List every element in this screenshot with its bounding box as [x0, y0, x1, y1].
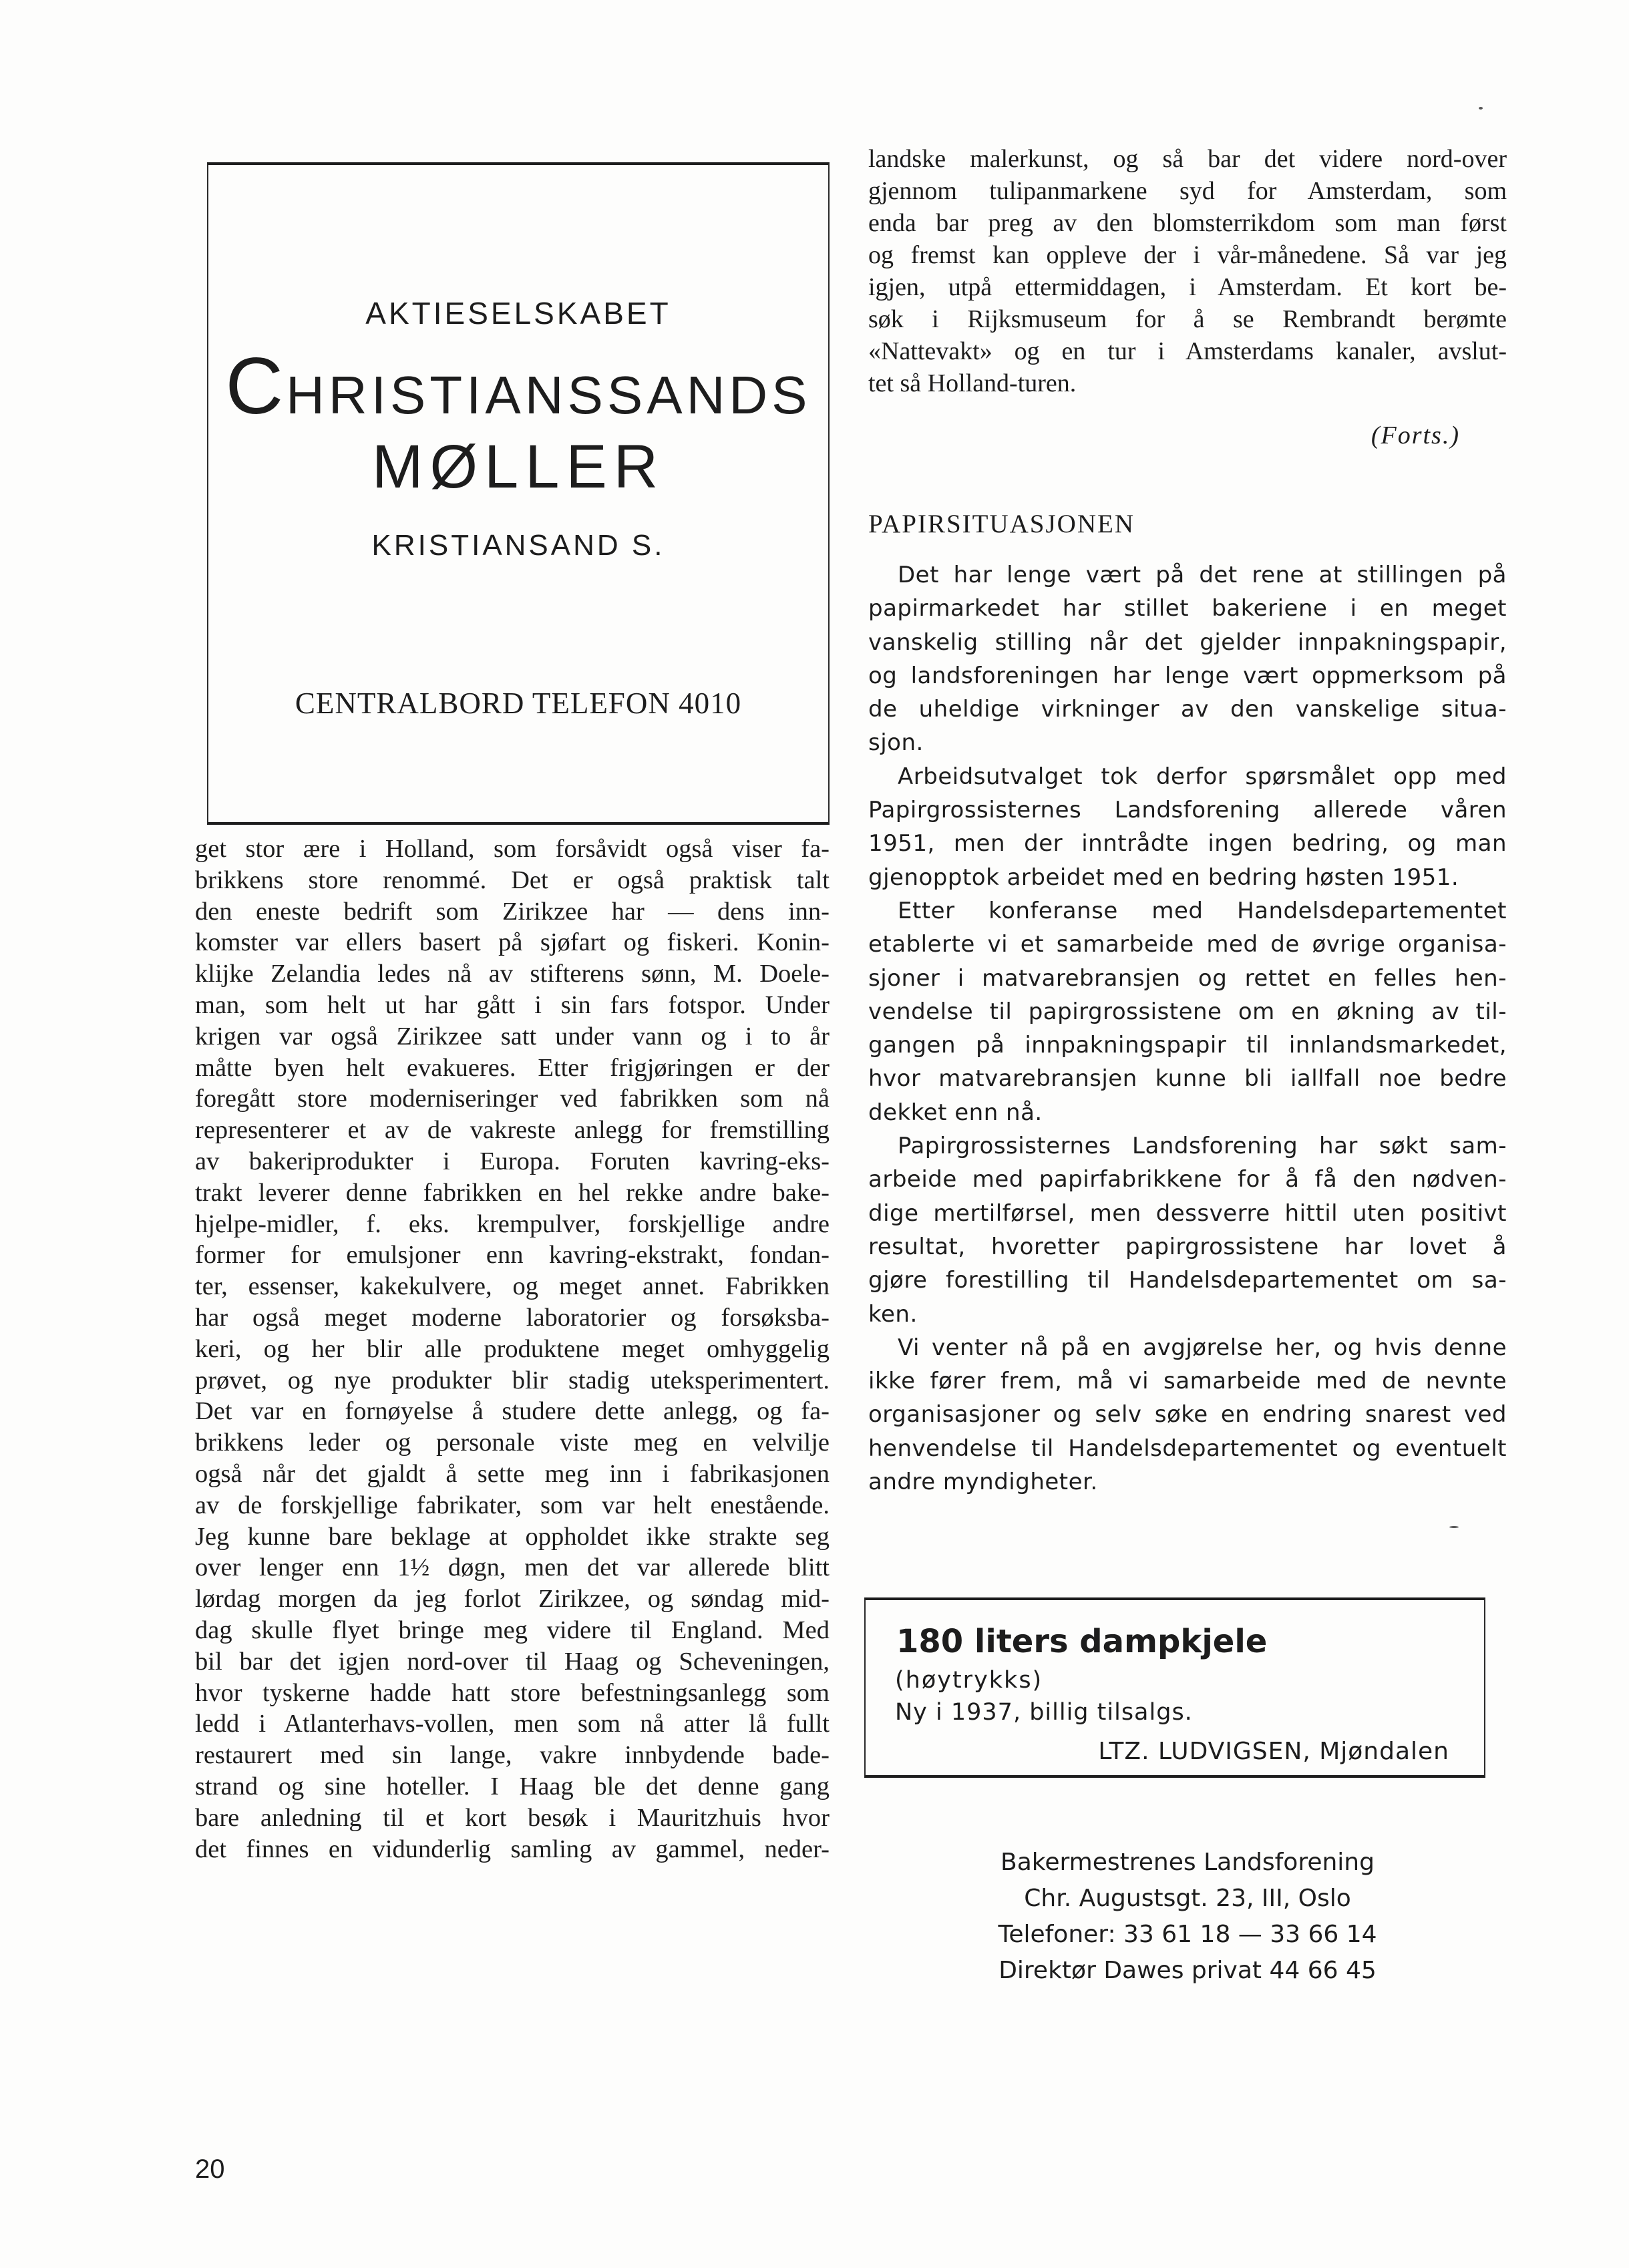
article-line: foregått store moderniseringer ved fabrikken som nå — [195, 1085, 830, 1113]
article-line: komster var ellers basert på sjøfart og fiskeri. Konin- — [195, 928, 830, 957]
paragraph-line: dekket enn nå. — [868, 1099, 1043, 1126]
paragraph-line: ken. — [868, 1300, 918, 1328]
article-line: prøvet, og nye produkter blir stadig uteksperimentert. — [195, 1366, 830, 1394]
classified-ad-description: Ny i 1937, billig tilsalgs. — [895, 1699, 1193, 1726]
article-line: tet så Holland-turen. — [868, 369, 1077, 397]
article-line: Jeg kunne bare beklage at oppholdet ikke strakte seg — [195, 1522, 830, 1551]
paragraph-line: arbeide med papirfabrikkene for å få den nødven- — [868, 1166, 1507, 1193]
paragraph-line: de uheldige virkninger av den vanskelige situa- — [868, 696, 1507, 723]
article-line: restaurert med sin lange, vakre innbydende bade- — [195, 1741, 830, 1770]
article-line: hjelpe-midler, f. eks. krempulver, forskjellige andre — [195, 1209, 830, 1238]
ad-company-name-rest: HRISTIANSSANDS — [286, 365, 811, 425]
classified-ad-seller: LTZ. LUDVIGSEN, Mjøndalen — [1098, 1738, 1449, 1765]
paragraph-line: Papirgrossisternes Landsforening har søkt sam- — [898, 1133, 1507, 1160]
paragraph-line: Det har lenge vært på det rene at stillingen på — [898, 562, 1507, 588]
classified-ad-title: 180 liters dampkjele — [896, 1623, 1268, 1660]
paragraph-line: resultat, hvoretter papirgrossistene har lovet å — [868, 1233, 1507, 1260]
paragraph-line: gjøre forestilling til Handelsdepartementet om sa- — [868, 1267, 1507, 1294]
paragraph-line: Etter konferanse med Handelsdepartementet — [898, 897, 1507, 924]
paragraph-line: Arbeidsutvalget tok derfor spørsmålet opp med — [898, 763, 1507, 790]
continued-marker: (Forts.) — [1371, 421, 1460, 449]
publisher-director: Direktør Dawes privat 44 66 45 — [999, 1957, 1377, 1984]
section-heading: PAPIRSITUASJONEN — [868, 510, 1135, 538]
article-line: også når det gjaldt å sette meg inn i fabrikasjonen — [195, 1459, 830, 1488]
paragraph-line: og landsforeningen har lenge vært oppmerksom på — [868, 662, 1507, 689]
paragraph-line: Vi venter nå på en avgjørelse her, og hvis denne — [898, 1334, 1507, 1361]
article-line: har også meget moderne laboratorier og forsøksba- — [195, 1303, 830, 1332]
article-line: den eneste bedrift som Zirikzee har — dens inn- — [195, 897, 830, 926]
article-line: bil bar det igjen nord-over til Haag og Scheveningen, — [195, 1647, 830, 1676]
publisher-name: Bakermestrenes Landsforening — [1001, 1849, 1375, 1876]
article-line: brikkens leder og personale viste meg en velvilje — [195, 1429, 830, 1457]
paragraph — [868, 558, 1507, 760]
article-line: dag skulle flyet bringe meg videre til England. Med — [195, 1616, 830, 1644]
article-line: keri, og her blir alle produktene meget omhyggelig — [195, 1334, 830, 1363]
article-line: av de forskjellige fabrikater, som var helt enestående. — [195, 1491, 830, 1519]
paragraph-line: vanskelig stilling når det gjelder innpakningspapir, — [868, 628, 1507, 656]
publisher-info — [868, 1845, 1507, 1989]
left-column-article — [195, 833, 830, 1865]
article-line: trakt leverer denne fabrikken en hel rekke andre bake- — [195, 1178, 830, 1207]
advertisement-christianssands-moller — [207, 162, 830, 825]
paragraph-line: vendelse til papirgrossistene om en økning av til- — [868, 998, 1507, 1025]
article-line: igjen, utpå ettermiddagen, i Amsterdam. Et kort be- — [868, 273, 1507, 301]
paragraph-line: hvor matvarebransjen kunne bli iallfall noe bedre — [868, 1065, 1507, 1093]
article-line: landske malerkunst, og så bar det videre nord-over — [868, 145, 1507, 173]
article-line: strand og sine hoteller. I Haag ble det denne gang — [195, 1772, 830, 1801]
article-line: «Nattevakt» og en tur i Amsterdams kanaler, avslut- — [868, 337, 1507, 365]
paragraph-line: andre myndigheter. — [868, 1469, 1098, 1496]
scan-speck — [1449, 1526, 1459, 1528]
paragraph-line: sjoner i matvarebransjen og rettet en felles hen- — [868, 964, 1507, 992]
paragraph — [868, 1129, 1507, 1331]
classified-ad-dampkjele — [864, 1597, 1485, 1778]
article-line: lørdag morgen da jeg forlot Zirikzee, og søndag mid- — [195, 1585, 830, 1614]
paragraph-line: etablerte vi et samarbeide med de øvrige organisa- — [868, 931, 1507, 958]
article-line: over lenger enn 1½ døgn, men det var allerede blitt — [195, 1553, 830, 1582]
ad-company-name-line2: MØLLER — [371, 433, 665, 501]
paragraph-line: gangen på innpakningspapir til innlandsmarkedet, — [868, 1032, 1507, 1059]
paragraph-line: sjon. — [868, 729, 924, 757]
article-line: enda bar preg av den blomsterrikdom som man først — [868, 209, 1507, 237]
ad-phone: CENTRALBORD TELEFON 4010 — [295, 687, 742, 720]
ad-company-name-initial: C — [225, 341, 287, 431]
article-line: get stor ære i Holland, som forsåvidt også viser fa- — [195, 835, 830, 863]
paragraph — [868, 1331, 1507, 1499]
page-number: 20 — [195, 2154, 225, 2184]
right-column-continuation — [868, 143, 1507, 399]
paragraph-line: papirmarkedet har stillet bakeriene i en meget — [868, 595, 1507, 622]
ad-company-name — [208, 340, 828, 432]
article-line: søk i Rijksmuseum for å se Rembrandt berømte — [868, 305, 1507, 333]
paragraph — [868, 760, 1507, 894]
article-line: brikkens store renommé. Det er også praktisk talt — [195, 866, 830, 894]
article-line: krigen var også Zirikzee satt under vann og i to år — [195, 1022, 830, 1051]
article-line: klijke Zelandia ledes nå av stifterens sønn, M. Doele- — [195, 960, 830, 988]
paragraph-line: organisasjoner og selv søke en endring snarest ved — [868, 1401, 1507, 1429]
article-line: Det var en fornøyelse å studere dette anlegg, og fa- — [195, 1397, 830, 1426]
article-line: bare anledning til et kort besøk i Mauritzhuis hvor — [195, 1803, 830, 1832]
paragraph-line: gjenopptok arbeidet med en bedring høsten 1951. — [868, 864, 1459, 891]
article-line: ter, essenser, kakekulvere, og meget annet. Fabrikken — [195, 1272, 830, 1301]
paragraph-line: 1951, men der inntrådte ingen bedring, og man — [868, 830, 1507, 858]
paragraph-line: Papirgrossisternes Landsforening allerede våren — [868, 797, 1507, 824]
article-line: representerer et av de vakreste anlegg for fremstilling — [195, 1116, 830, 1145]
article-line: ledd i Atlanterhavs-vollen, men som nå atter lå fullt — [195, 1710, 830, 1738]
paragraph — [868, 894, 1507, 1129]
publisher-phones: Telefoner: 33 61 18 — 33 66 14 — [998, 1921, 1377, 1948]
article-line: av bakeriprodukter i Europa. Foruten kavring-eks- — [195, 1147, 830, 1175]
papirsituasjonen-article — [868, 558, 1507, 1499]
paragraph-line: henvendelse til Handelsdepartementet og eventuelt — [868, 1435, 1507, 1462]
article-line: måtte byen helt evakueres. Etter frigjøringen er der — [195, 1053, 830, 1082]
article-line: former for emulsjoner enn kavring-ekstrakt, fondan- — [195, 1241, 830, 1270]
scan-speck — [1479, 107, 1483, 110]
paragraph-line: ikke fører frem, må vi samarbeide med de nevnte — [868, 1368, 1507, 1395]
article-line: det finnes en vidunderlig samling av gammel, neder- — [195, 1835, 830, 1863]
publisher-address: Chr. Augustsgt. 23, III, Oslo — [1024, 1885, 1351, 1912]
ad-company-type: AKTIESELSKABET — [365, 296, 671, 331]
article-line: hvor tyskerne hadde hatt store befestningsanlegg som — [195, 1678, 830, 1707]
paragraph-line: dige mertilførsel, men dessverre hittil uten positivt — [868, 1199, 1507, 1227]
article-line: og fremst kan oppleve der i vår-månedene. Så var jeg — [868, 241, 1507, 269]
article-line: gjennom tulipanmarkene syd for Amsterdam, som — [868, 177, 1507, 205]
ad-city: KRISTIANSAND S. — [371, 529, 665, 562]
classified-ad-subtitle: (høytrykks) — [895, 1667, 1043, 1694]
article-line: man, som helt ut har gått i sin fars fotspor. Under — [195, 990, 830, 1019]
